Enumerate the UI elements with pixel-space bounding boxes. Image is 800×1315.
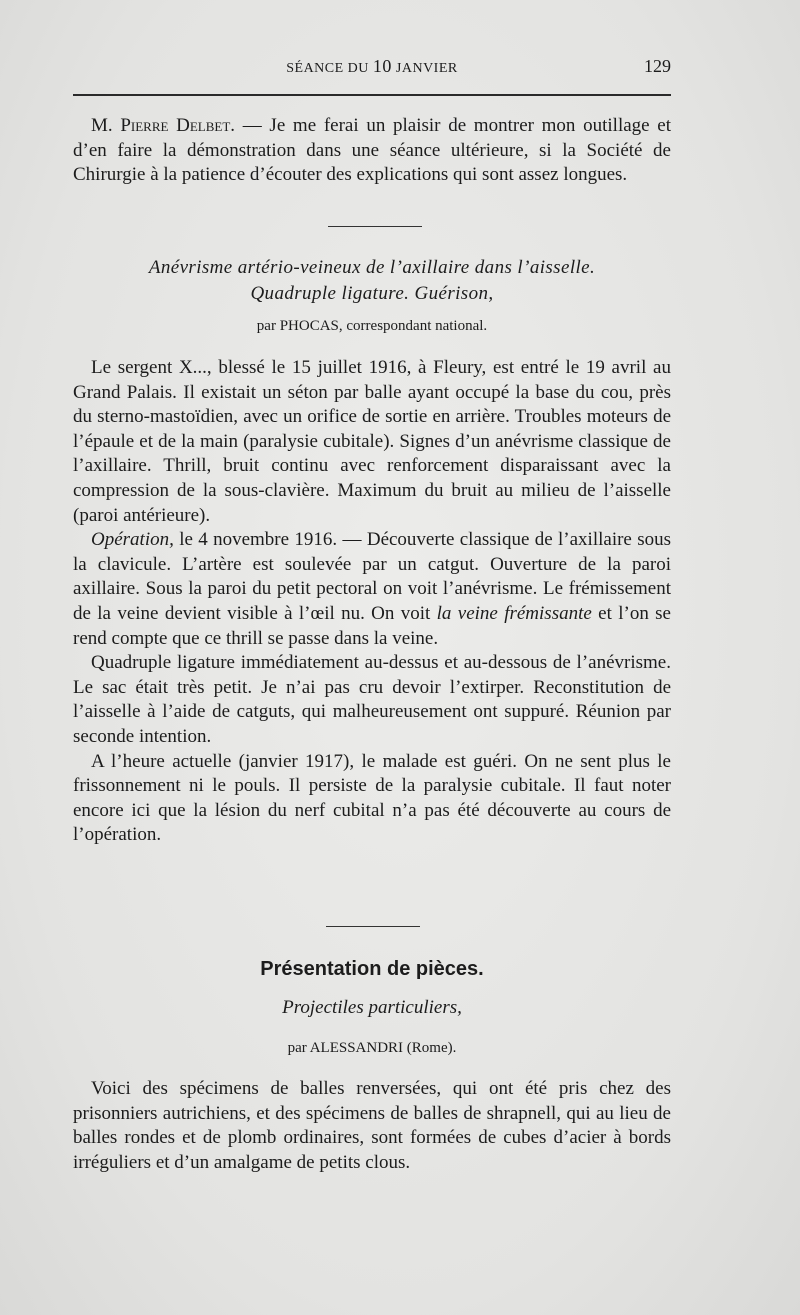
article-paragraph-2-b: et l’on se rend compte que ce thrill se passe dans la veine.: [73, 602, 671, 649]
emphasis-veine: la veine frémissante: [436, 602, 592, 624]
article-byline: par PHOCAS, correspondant national.: [256, 318, 488, 334]
article-body: [73, 356, 671, 848]
article-paragraph-4: A l’heure actuelle (janvier 1917), le malade est guéri. On ne sent plus le frissonnement ni le pouls. Il persiste de la paralysie cubitale. Il faut noter encore ici que la lésion du nerf cubital n’a pas été découverte au cours de l’opération.: [73, 750, 671, 846]
delbet-paragraph: [73, 114, 671, 188]
article-title-line-1: Anévrisme artério-veineux de l’axillaire dans l’aisselle.: [148, 257, 596, 278]
presentation-subtitle: Projectiles particuliers,: [282, 997, 462, 1018]
presentation-byline: par ALESSANDRI (Rome).: [287, 1040, 457, 1056]
section-divider-2: [326, 926, 420, 927]
running-head: [73, 56, 671, 77]
operation-lead: Opération,: [91, 529, 174, 551]
page-header: [73, 56, 671, 84]
header-rule: [73, 94, 671, 96]
running-head-day: 10: [372, 56, 392, 76]
article-paragraph-1: Le sergent X..., blessé le 15 juillet 1916, à Fleury, est entré le 19 avril au Grand Palais. Il existait un séton par balle ayant occupé la base du cou, près du sterno-mastoïdien, avec un orifice de sortie en arrière. Troubles moteurs de l’épaule et de la main (paralysie cubitale). Signes d’un anévrisme classique de l’axillaire. Thrill, bruit continu avec renforcement disparaissant avec la compression de la sous-clavière. Maximum du bruit au milieu de l’aisselle (paroi antérieure).: [73, 357, 671, 526]
presentation-body: [73, 1077, 671, 1175]
article-paragraph-2-a: le 4 novembre 1916. — Découverte classique de l’axillaire sous la clavicule. L’artère est soulevée par un catgut. Ouverture de la paroi axillaire. Sous la paroi du petit pectoral on voit l’anévrisme. Le frémissement de la veine devient visible à l’œil nu. On voit: [73, 529, 671, 624]
speaker-name: M. Pierre Delbet.: [91, 115, 236, 136]
delbet-text: — Je me ferai un plaisir de montrer mon outillage et d’en faire la démonstration dans une séance ultérieure, si la Société de Chirurgie à la patience d’écouter des explications qui sont assez longues.: [73, 115, 671, 186]
running-head-prefix: SÉANCE DU: [286, 61, 369, 76]
section-divider: [328, 226, 422, 227]
presentation-heading: Présentation de pièces.: [260, 958, 484, 980]
page-number: 129: [644, 56, 671, 76]
article-paragraph-3: Quadruple ligature immédiatement au-dessus et au-dessous de l’anévrisme. Le sac était très petit. Je n’ai pas cru devoir l’extirper. Reconstitution de l’aisselle à l’aide de catguts, qui malheureusement ont suppuré. Réunion par seconde intention.: [73, 652, 671, 747]
delbet-remark: [73, 114, 671, 188]
article-paragraph-2: [73, 528, 671, 651]
presentation-paragraph: Voici des spécimens de balles renversées, qui ont été pris chez des prisonniers autrichiens, et des spécimens de balles de shrapnell, qui au lieu de balles rondes et de plomb ordinaires, sont formées de cubes d’acier à bords irréguliers et d’un amalgame de petits clous.: [73, 1078, 671, 1173]
running-head-month: JANVIER: [395, 61, 458, 76]
article-title-line-2: Quadruple ligature. Guérison,: [250, 283, 494, 304]
